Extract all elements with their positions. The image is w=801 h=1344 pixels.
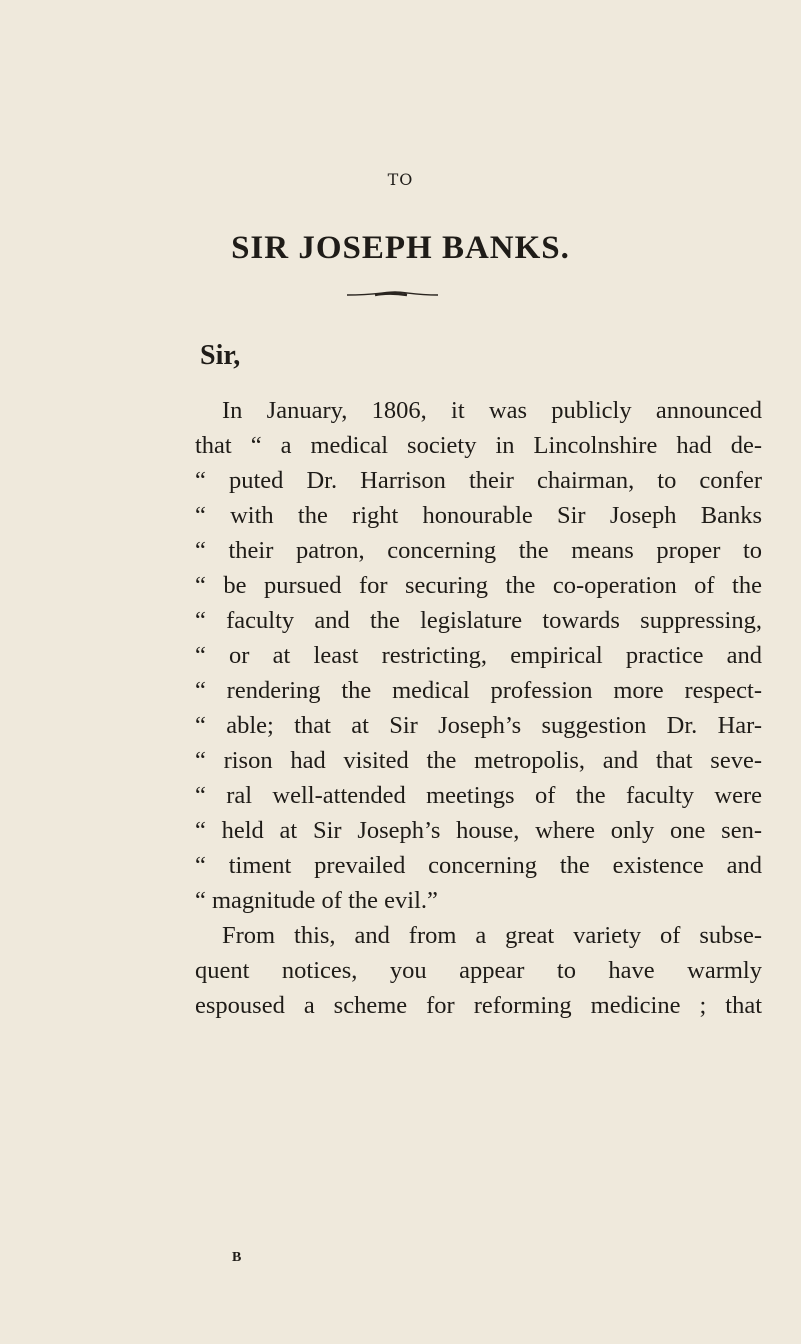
text-line: “ held at Sir Joseph’s house, where only one sen- — [195, 817, 762, 844]
page-title: SIR JOSEPH BANKS. — [231, 230, 570, 266]
text-line: “ rendering the medical profession more respect- — [195, 677, 762, 704]
text-line: that “ a medical society in Lincolnshire had de- — [195, 432, 762, 459]
text-line: “ with the right honourable Sir Joseph Banks — [195, 502, 762, 529]
text-line: “ ral well-attended meetings of the faculty were — [195, 782, 762, 809]
text-line: “ timent prevailed concerning the existence and — [195, 852, 762, 879]
text-line: “ or at least restricting, empirical practice and — [195, 642, 762, 669]
text-line: quent notices, you appear to have warmly — [195, 957, 762, 984]
text-line: In January, 1806, it was publicly announced — [222, 397, 762, 424]
text-line: “ be pursued for securing the co-operation of the — [195, 572, 762, 599]
ornament-rule — [345, 291, 440, 297]
text-line: “ faculty and the legislature towards suppressing, — [195, 607, 762, 634]
text-line: “ magnitude of the evil.” — [195, 887, 438, 914]
text-line: “ rison had visited the metropolis, and that seve- — [195, 747, 762, 774]
text-line: espoused a scheme for reforming medicine ; that — [195, 992, 762, 1019]
signature-mark: B — [232, 1250, 242, 1265]
salutation: Sir, — [200, 340, 241, 371]
text-line: From this, and from a great variety of subse- — [222, 922, 762, 949]
text-line: “ able; that at Sir Joseph’s suggestion Dr. Har- — [195, 712, 762, 739]
text-line: “ their patron, concerning the means proper to — [195, 537, 762, 564]
dedication-to: TO — [387, 170, 414, 189]
text-line: “ puted Dr. Harrison their chairman, to confer — [195, 467, 762, 494]
